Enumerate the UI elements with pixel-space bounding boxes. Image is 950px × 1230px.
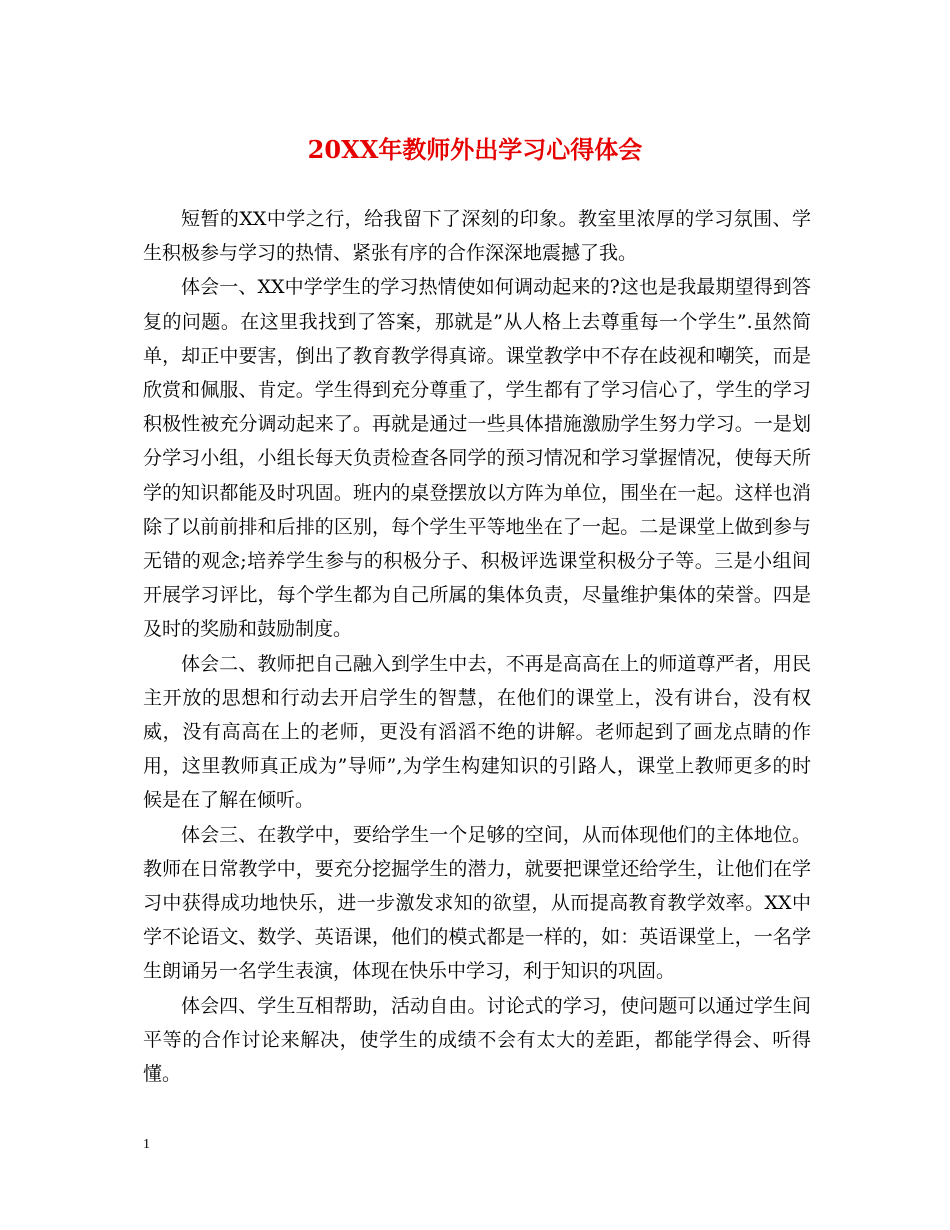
document-title: 20XX年教师外出学习心得体会 [307,135,643,164]
paragraph-insight-2: 体会二、教师把自己融入到学生中去，不再是高高在上的师道尊严者，用民主开放的思想和行动去开启学生的智慧，在他们的课堂上，没有讲台，没有权威，没有高高在上的老师，更没有滔滔不绝的讲解。老师起到了画龙点睛的作用，这里教师真正成为”导师”,为学生构建知识的引路人，课堂上教师更多的时候是在了解在倾听。 [143,652,811,812]
paragraph-insight-3: 体会三、在教学中，要给学生一个足够的空间，从而体现他们的主体地位。教师在日常教学中，要充分挖掘学生的潜力，就要把课堂还给学生，让他们在学习中获得成功地快乐，进一步激发求知的欲望，从而提高教育教学效率。XX中学不论语文、数学、英语课，他们的模式都是一样的，如：英语课堂上，一名学生朗诵另一名学生表演，体现在快乐中学习，利于知识的巩固。 [143,823,811,983]
paragraph-insight-4: 体会四、学生互相帮助，活动自由。讨论式的学习，使问题可以通过学生间平等的合作讨论来解决，使学生的成绩不会有太大的差距，都能学得会、听得懂。 [143,994,811,1086]
page-number: 1 [143,1137,150,1152]
paragraph-insight-1: 体会一、XX中学学生的学习热情使如何调动起来的?这也是我最期望得到答复的问题。在这里我找到了答案，那就是”从人格上去尊重每一个学生”.虽然简单，却正中要害，倒出了教育教学得真谛。课堂教学中不存在歧视和嘲笑，而是欣赏和佩服、肯定。学生得到充分尊重了，学生都有了学习信心了，学生的学习积极性被充分调动起来了。再就是通过一些具体措施激励学生努力学习。一是划分学习小组，小组长每天负责检查各同学的预习情况和学习掌握情况，使每天所学的知识都能及时巩固。班内的桌登摆放以方阵为单位，围坐在一起。这样也消除了以前前排和后排的区别，每个学生平等地坐在了一起。二是课堂上做到参与无错的观念;培养学生参与的积极分子、积极评选课堂积极分子等。三是小组间开展学习评比，每个学生都为自己所属的集体负责，尽量维护集体的荣誉。四是及时的奖励和鼓励制度。 [143,276,811,641]
paragraph-intro: 短暂的XX中学之行，给我留下了深刻的印象。教室里浓厚的学习氛围、学生积极参与学习的热情、紧张有序的合作深深地震撼了我。 [143,208,811,265]
document-body [143,202,811,1091]
